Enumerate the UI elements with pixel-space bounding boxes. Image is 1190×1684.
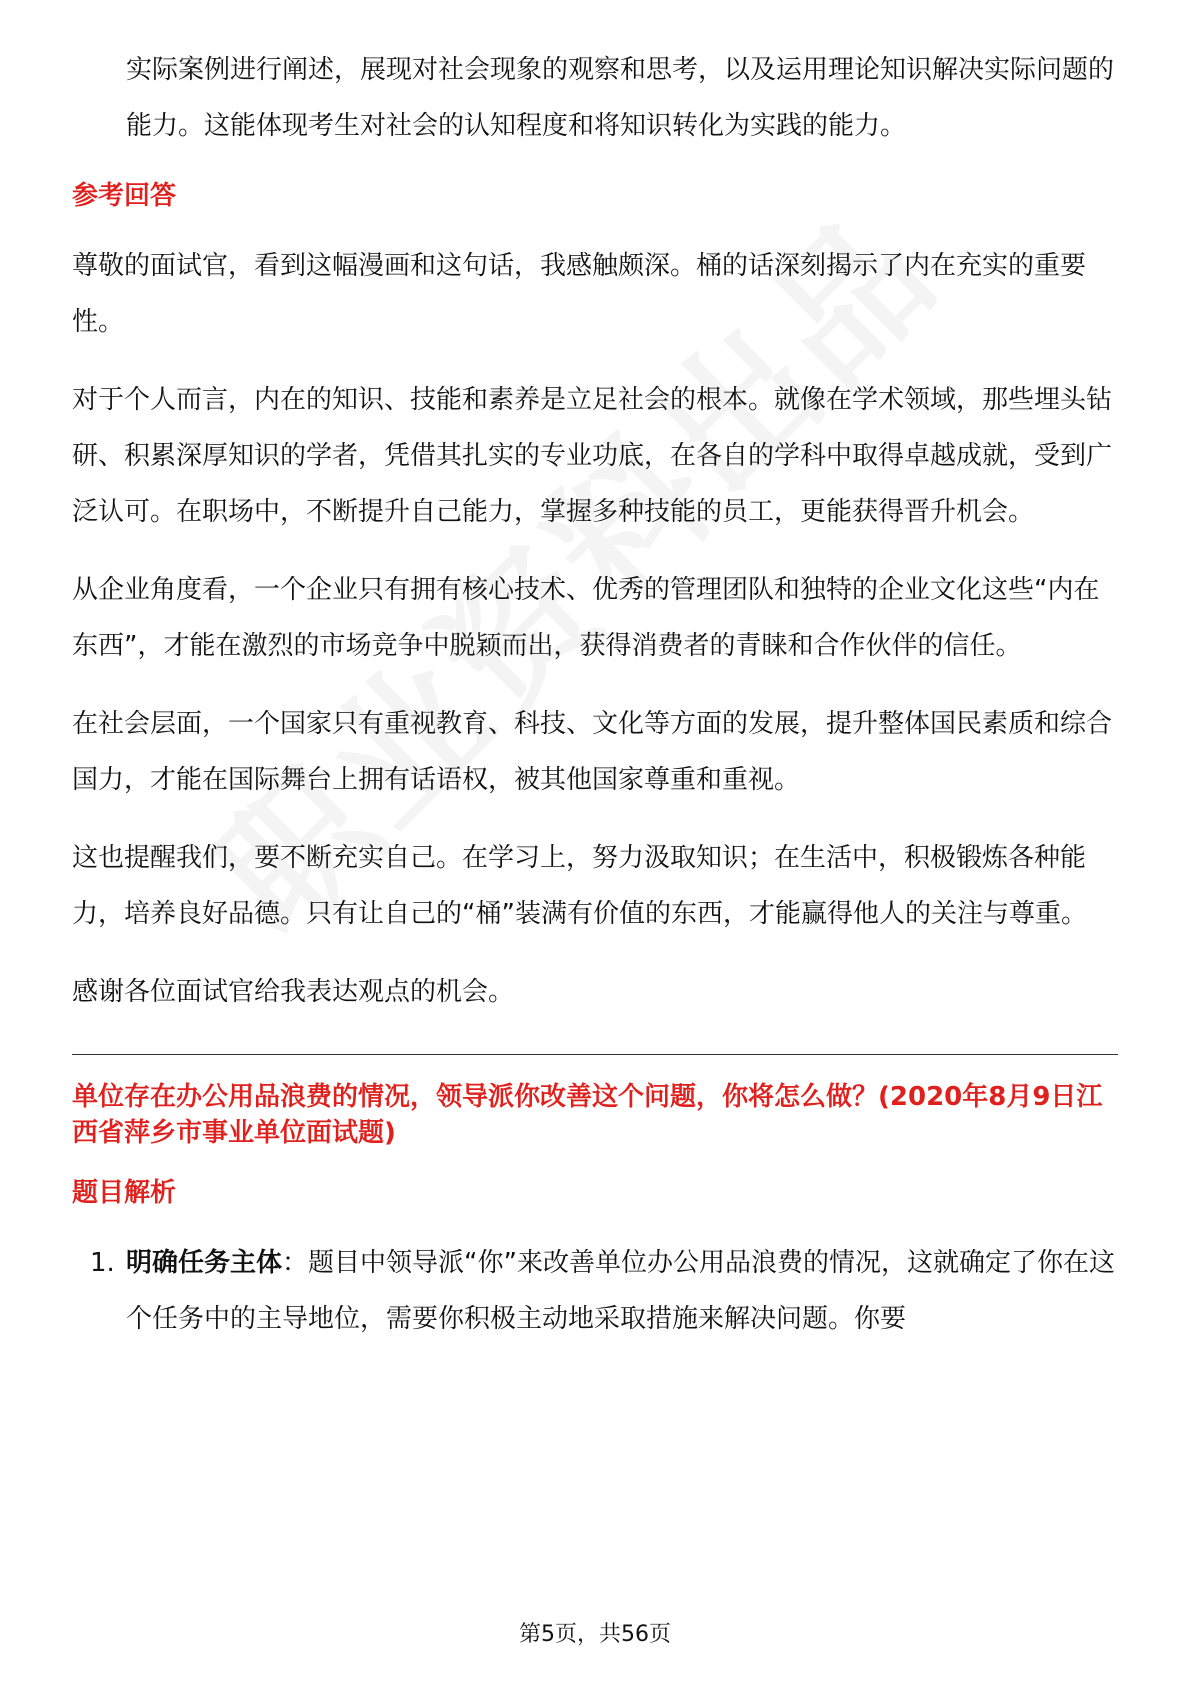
answer-paragraph: 从企业角度看，一个企业只有拥有核心技术、优秀的管理团队和独特的企业文化这些“内在东西”，才能在激烈的市场竞争中脱颖而出，获得消费者的青睐和合作伙伴的信任。 [72, 575, 1100, 661]
page-number: 第5页，共56页 [519, 1622, 671, 1647]
list-item-text: ：题目中领导派“你”来改善单位办公用品浪费的情况，这就确定了你在这个任务中的主导地位，需要你积极主动地采取措施来解决问题。你要 [126, 1248, 1115, 1334]
answer-paragraph: 尊敬的面试官，看到这幅漫画和这句话，我感触颇深。桶的话深刻揭示了内在充实的重要性。 [72, 251, 1087, 337]
section-divider [72, 1054, 1118, 1055]
answer-paragraph: 在社会层面，一个国家只有重视教育、科技、文化等方面的发展，提升整体国民素质和综合国力，才能在国际舞台上拥有话语权，被其他国家尊重和重视。 [72, 709, 1113, 795]
answer-body [72, 238, 1118, 1020]
list-item-number: 1. [90, 1248, 115, 1278]
page-content [72, 42, 1118, 1347]
list-item-term: 明确任务主体 [126, 1248, 283, 1278]
answer-section-label: 参考回答 [72, 181, 177, 211]
intro-continuation: 实际案例进行阐述，展现对社会现象的观察和思考，以及运用理论知识解决实际问题的能力。这能体现考生对社会的认知程度和将知识转化为实践的能力。 [126, 55, 1115, 141]
analysis-list [72, 1235, 1118, 1347]
question-title: 单位存在办公用品浪费的情况，领导派你改善这个问题，你将怎么做？(2020年8月9日江西省萍乡市事业单位面试题) [72, 1082, 1103, 1148]
answer-paragraph: 这也提醒我们，要不断充实自己。在学习上，努力汲取知识；在生活中，积极锻炼各种能力，培养良好品德。只有让自己的“桶”装满有价值的东西，才能赢得他人的关注与尊重。 [72, 843, 1087, 929]
analysis-section-label: 题目解析 [72, 1178, 177, 1208]
answer-paragraph: 对于个人而言，内在的知识、技能和素养是立足社会的根本。就像在学术领域，那些埋头钻研、积累深厚知识的学者，凭借其扎实的专业功底，在各自的学科中取得卓越成就，受到广泛认可。在职场中，不断提升自己能力，掌握多种技能的员工，更能获得晋升机会。 [72, 385, 1113, 527]
answer-paragraph: 感谢各位面试官给我表达观点的机会。 [72, 977, 515, 1007]
list-item [72, 1235, 1118, 1347]
